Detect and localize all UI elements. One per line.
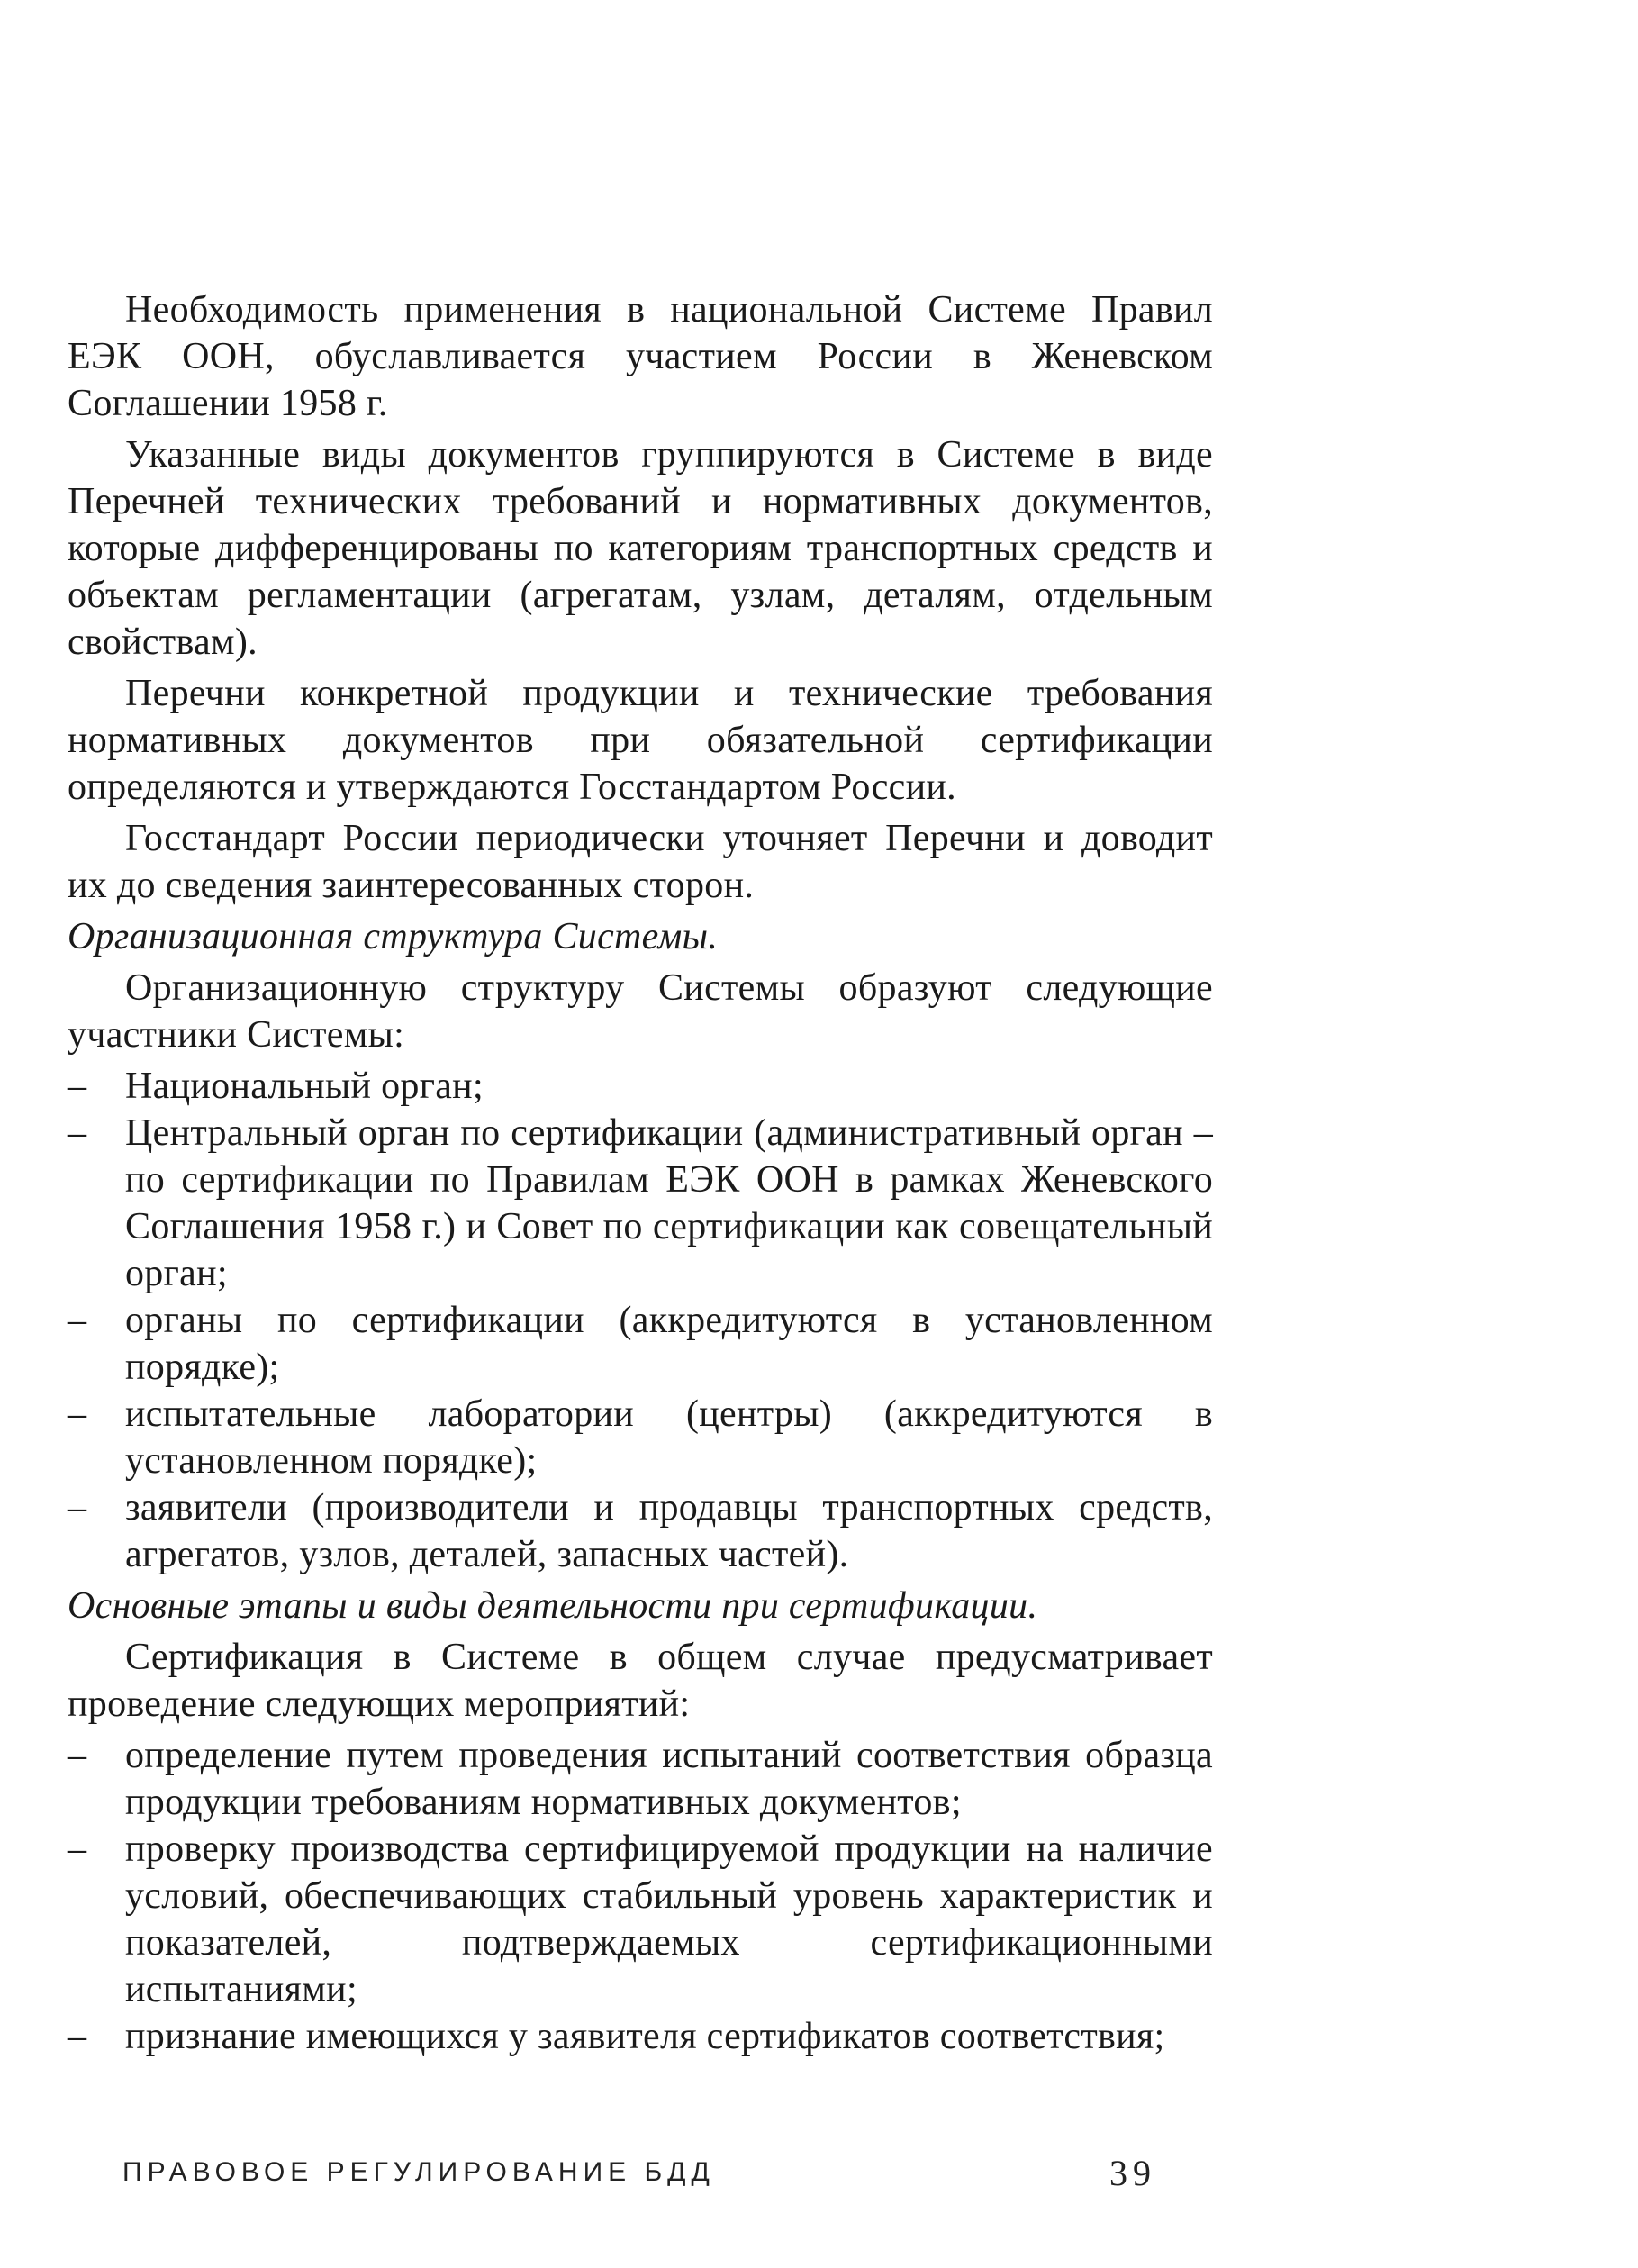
section-heading: Основные этапы и виды деятельности при сертификации.: [68, 1585, 1038, 1627]
paragraph: Организационную структуру Системы образуют следующие участники Системы:: [68, 967, 1213, 1056]
dash-marker: –: [68, 1735, 87, 1776]
dash-marker: –: [68, 1112, 87, 1154]
list-item-text: органы по сертификации (аккредитуются в установленном порядке);: [125, 1300, 1213, 1388]
section-heading: Организационная структура Системы.: [68, 916, 719, 957]
dash-marker: –: [68, 2016, 87, 2057]
paragraph: Необходимость применения в национальной Системе Правил ЕЭК ООН, обуславливается участием России в Женевском Соглашении 1958 г.: [68, 289, 1213, 424]
page-number: 39: [1109, 2152, 1156, 2193]
paragraph: Указанные виды документов группируются в Системе в виде Перечней технических требований и нормативных документов, которые дифференцированы по категориям транспортных средств и объектам регламентации (агрегатам, узлам, деталям, отдельным свойствам).: [68, 434, 1213, 663]
page-body-text: [68, 286, 1213, 2064]
list-item-text: Центральный орган по сертификации (административный орган – по сертификации по Правилам ЕЭК ООН в рамках Женевского Соглашения 1958 г.) и Совет по сертификации как совещательный орган;: [125, 1112, 1213, 1294]
running-footer-title: ПРАВОВОЕ РЕГУЛИРОВАНИЕ БДД: [122, 2157, 715, 2187]
dash-marker: –: [68, 1300, 87, 1341]
list-item: [68, 1732, 1213, 1826]
dash-marker: –: [68, 1828, 87, 1870]
list-item: [68, 1484, 1213, 1578]
participants-list: [68, 1063, 1213, 1578]
list-item: [68, 1391, 1213, 1484]
list-item-text: Национальный орган;: [125, 1066, 484, 1107]
list-item: [68, 1826, 1213, 2013]
list-item-text: определение путем проведения испытаний соответствия образца продукции требованиям нормативных документов;: [125, 1735, 1213, 1823]
dash-marker: –: [68, 1487, 87, 1529]
dash-marker: –: [68, 1393, 87, 1435]
list-item: [68, 2013, 1213, 2060]
page-footer: [122, 2146, 1156, 2200]
list-item-text: проверку производства сертифицируемой продукции на наличие условий, обеспечивающих стабильный уровень характеристик и показателей, подтверждаемых сертификационными испытаниями;: [125, 1828, 1213, 2010]
list-item: [68, 1063, 1213, 1110]
list-item-text: заявители (производители и продавцы транспортных средств, агрегатов, узлов, деталей, запасных частей).: [125, 1487, 1213, 1575]
list-item: [68, 1110, 1213, 1297]
paragraph: Госстандарт России периодически уточняет Перечни и доводит их до сведения заинтересованных сторон.: [68, 818, 1213, 906]
list-item-text: испытательные лаборатории (центры) (аккредитуются в установленном порядке);: [125, 1393, 1213, 1482]
activities-list: [68, 1732, 1213, 2060]
list-item: [68, 1297, 1213, 1391]
dash-marker: –: [68, 1066, 87, 1107]
list-item-text: признание имеющихся у заявителя сертификатов соответствия;: [125, 2016, 1165, 2057]
paragraph: Сертификация в Системе в общем случае предусматривает проведение следующих мероприятий:: [68, 1637, 1213, 1725]
paragraph: Перечни конкретной продукции и технические требования нормативных документов при обязательной сертификации определяются и утверждаются Госстандартом России.: [68, 673, 1213, 808]
